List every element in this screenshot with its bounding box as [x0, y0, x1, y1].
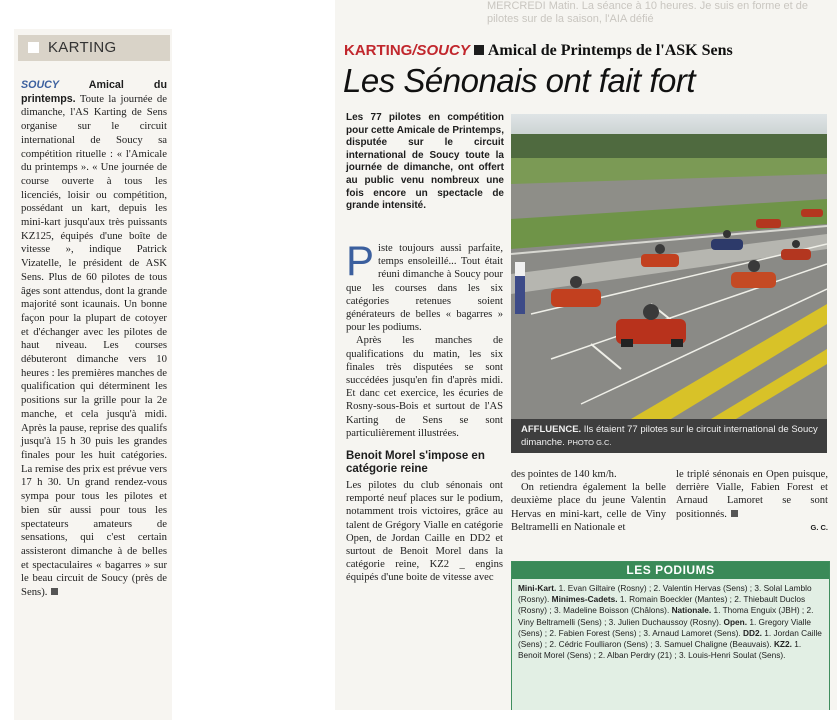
- caption-credit: PHOTO G.C.: [567, 438, 612, 447]
- caption-text: Ils étaient 77 pilotes sur le circuit international de Soucy dimanche.: [521, 424, 818, 448]
- end-square-icon: [731, 510, 738, 517]
- col2-paragraph-2: On retiendra également la belle deuxième place du jeune Valentin Hervas en mini-kart, celle de Viny Beltramelli en Nationale et: [511, 482, 666, 533]
- chapo: Les 77 pilotes en compétition pour cette Amicale de Printemps, disputée sur le circuit international de Soucy toute la journée de dimanche, ont offert au public venu nombreux une fois encore un spectacle de grande intensité.: [346, 112, 505, 212]
- bleed-through-text: MERCREDI Matin. La séance à 10 heures. Je suis en forme et de pilotes sur de la saison, l'AIA défié: [487, 0, 808, 25]
- caption-title: AFFLUENCE.: [521, 424, 582, 435]
- kicker-square-icon: [474, 45, 484, 55]
- col1-paragraph-2: Après les manches de qualifications du matin, les six finales très disputées se sont succédées jusqu'en fin d'après midi. Et danc cet exercice, les écuries de Rosny-sous-Bois et surtout de l'AS Karting de Sens se sont particulièrement illustrées.: [346, 335, 503, 439]
- podium-category: DD2.: [743, 627, 762, 638]
- kicker-karting: KARTING: [344, 42, 413, 59]
- headline: Les Sénonais ont fait fort: [343, 62, 696, 99]
- left-lead-location: SOUCY: [21, 79, 60, 91]
- kicker-soucy: SOUCY: [416, 42, 470, 59]
- col1-paragraph-3: Les pilotes du club sénonais ont remporté neuf places sur le podium, notamment trois victoires, grâce au talent de Grégory Vialle en catégorie Open, de Jordan Caille en DD2 et surtout de Benoit Morel dans la catégorie reine, KZ2 _ engins équipés d'une boite de vitesse avec: [346, 480, 503, 584]
- kicker-title: Amical de Printemps de l'ASK Sens: [487, 42, 733, 59]
- podium-box: [511, 561, 830, 710]
- podium-result: 1. Romain Boeckler (Mantes) ; 2. Thiebault Duclos (Rosny) ; 3. Madeline Boisson (Châlons).: [518, 594, 806, 616]
- kicker-slash: /: [412, 42, 417, 59]
- article-kicker: [344, 42, 733, 60]
- end-square-icon: [51, 588, 58, 595]
- podium-category: Open.: [723, 616, 748, 627]
- podium-list: [512, 579, 829, 665]
- section-header: [18, 35, 170, 61]
- caption-content: [521, 423, 821, 449]
- podium-category: Minimes-Cadets.: [551, 594, 618, 605]
- podium-title: LES PODIUMS: [512, 562, 829, 579]
- article-column-3: [676, 468, 828, 534]
- section-square-icon: [28, 42, 39, 53]
- right-article: [335, 0, 837, 710]
- karting-photo: [511, 114, 827, 419]
- podium-result: 1. Thoma Enguix (JBH) ; 2. Viny Beltramelli (Sens) ; 3. Julien Duchaussoy (Rosny).: [518, 605, 814, 627]
- col3-paragraph-1: [676, 468, 828, 521]
- photo-caption: [511, 419, 827, 453]
- article-column-2: [511, 468, 666, 534]
- podium-result: 1. Evan Giltaire (Rosny) ; 2. Valentin Hervas (Sens) ; 3. Solal Lamblo (Rosny).: [518, 583, 812, 605]
- left-body-text: Toute la journée de dimanche, l'AS Karting de Sens organise sur le circuit international de Soucy sa compétition rituelle : « l'Amicale du printemps ». « Une journée de course ouverte à tous les licenciés, loisir ou compétition, possédant un kart, depuis les mini-kart jusqu'aux très puissants KZ125, équipés d'une boîte de vitesse », indique Patrick Vizatelle, le président de ASK Sens. Plus de 60 pilotes de tous âges sont attendus, dont la grande majorité sont icaunais. Un bonne façon pour la plupart de cotoyer et d'échanger avec les pilotes de haut niveau. Les courses débuteront dimanche vers 10 heures : les premières manches de qualification qui déterminent les positions sur la grille pour la 2e manche, et cela jusqu'à midi. Après la pause, reprise des qualifs jusqu'à 15 h 30 puis les grandes finales pour les huit catégories. La remise des prix est prévue vers 17 h 30. Un grand rendez-vous sympa pour tous les pilotes et bien sûr aussi pour tous les spectateurs amateurs de sensations, qui c'est certain assisteront dimanche à de belles et spectaculaires « bagarres » sur le beau circuit de Soucy (près de Sens).: [21, 92, 168, 599]
- podium-result: 1. Jordan Caille (Sens) ; 2. Cédric Foulliaron (Sens) ; 3. Samuel Chaligne (Beauvais).: [518, 627, 822, 650]
- article-column-1: [346, 237, 503, 585]
- podium-result: 1. Benoit Morel (Sens) ; 2. Alban Perdry (21) ; 3. Louis-Henri Soulat (Sens).: [518, 639, 802, 661]
- col2-paragraph-1: des pointes de 140 km/h.: [511, 469, 617, 480]
- subheading: Benoit Morel s'impose en catégorie reine: [346, 450, 485, 476]
- left-article-body: [21, 79, 167, 600]
- col3-text: le triplé sénonais en Open puisque, derrière Vialle, Fabien Forest et Arnaud Lamoret se sont positionnés.: [676, 469, 828, 520]
- podium-result: 1. Gregory Vialle (Sens) ; 2. Fabien Forest (Sens) ; 3. Arnaud Lamoret (Sens).: [518, 616, 811, 638]
- left-clipping: [14, 29, 172, 720]
- karting-photo-illustration: [511, 114, 827, 419]
- section-title: KARTING: [48, 39, 117, 56]
- podium-category: Nationale.: [671, 605, 712, 616]
- author-signature: G. C.: [810, 522, 828, 532]
- podium-category: Mini-Kart.: [518, 583, 557, 593]
- left-lead-title: Amical du printemps.: [21, 79, 167, 105]
- col1-paragraph-1: iste toujours aussi parfaite, temps ensoleillé... Tout était réuni dimanche à Soucy pour que les courses dans les six catégories retenues soient générateurs de belles « bagarres » pour les podiums.: [346, 243, 503, 334]
- podium-category: KZ2.: [773, 639, 792, 650]
- drop-cap: P: [346, 237, 375, 284]
